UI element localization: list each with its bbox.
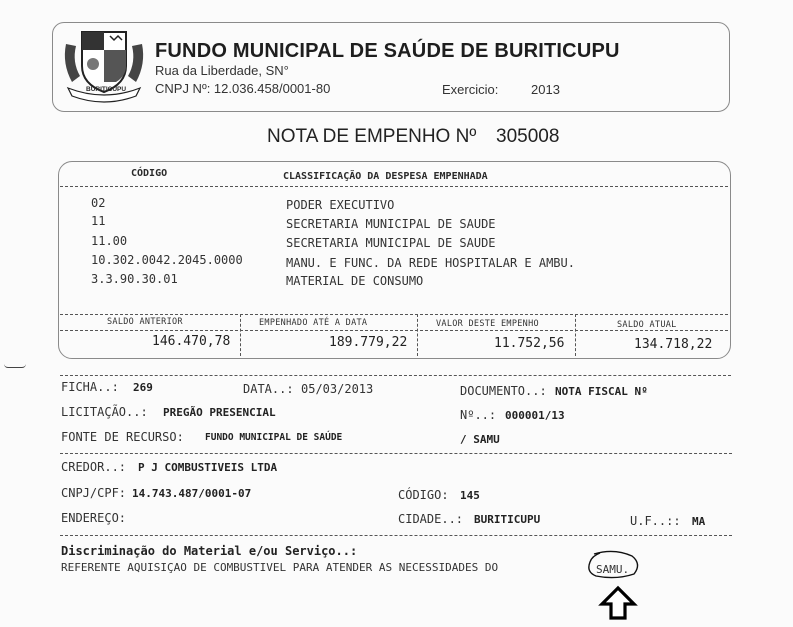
code-header: CÓDIGO [131, 168, 168, 179]
saldo-anterior-header: SALDO ANTERIOR [107, 317, 183, 327]
class-desc: MANU. E FUNC. DA REDE HOSPITALAR E AMBU. [286, 256, 575, 270]
cidade-value: BURITICUPU [474, 513, 541, 526]
class-code: 11 [91, 214, 106, 228]
classification-header: CLASSIFICAÇÃO DA DESPESA EMPENHADA [283, 171, 488, 182]
endereco-label: ENDEREÇO: [61, 511, 127, 525]
details-divider-top [60, 375, 731, 376]
cnpj-cpf-value: 14.743.487/0001-07 [132, 487, 252, 500]
creditor-divider-top [60, 453, 732, 454]
saldo-anterior-value: 146.470,78 [152, 334, 231, 349]
fonte-value: FUNDO MUNICIPAL DE SAÚDE [205, 432, 343, 443]
credor-label: CREDOR..: [61, 460, 127, 474]
saldo-atual-value: 134.718,22 [634, 337, 713, 352]
organization-name: FUNDO MUNICIPAL DE SAÚDE DE BURITICUPU [155, 40, 620, 62]
header-divider [60, 186, 728, 187]
licitacao-value: PREGÃO PRESENCIAL [163, 406, 276, 419]
numero-value: 000001/13 [505, 409, 565, 422]
up-arrow-icon [598, 585, 638, 621]
numero-label: Nº..: [460, 408, 497, 422]
highlight-circle [586, 550, 642, 580]
codigo-label: CÓDIGO: [398, 488, 449, 502]
balances-col-divider [575, 314, 576, 356]
municipal-seal-logo [60, 24, 148, 104]
organization-address: Rua da Liberdade, SN° [155, 63, 289, 78]
licitacao-label: LICITAÇÃO..: [61, 405, 148, 419]
document-title: NOTA DE EMPENHO Nº [267, 126, 477, 147]
logo-ribbon-text: BURITICUPU [86, 86, 127, 93]
fonte-suffix: / SAMU [460, 433, 500, 446]
saldo-atual-header: SALDO ATUAL [617, 320, 677, 330]
valor-empenho-header: VALOR DESTE EMPENHO [436, 319, 539, 329]
class-desc: SECRETARIA MUNICIPAL DE SAUDE [286, 236, 496, 250]
fonte-label: FONTE DE RECURSO: [61, 430, 184, 444]
header-box [52, 22, 730, 112]
balances-col-divider [417, 314, 418, 356]
description-text: REFERENTE AQUISIÇAO DE COMBUSTIVEL PARA ATENDER AS NECESSIDADES DO [61, 561, 499, 574]
documento-label: DOCUMENTO..: [460, 384, 547, 398]
balances-col-divider [240, 314, 241, 356]
data-value: 05/03/2013 [301, 382, 374, 396]
organization-cnpj: CNPJ Nº: 12.036.458/0001-80 [155, 81, 331, 96]
class-code: 02 [91, 196, 106, 210]
empenhado-value: 189.779,22 [329, 335, 408, 350]
balances-divider-mid [60, 330, 728, 331]
credor-value: P J COMBUSTIVEIS LTDA [138, 461, 278, 474]
scan-mark [4, 364, 26, 368]
uf-label: U.F..:: [630, 514, 681, 528]
empenhado-header: EMPENHADO ATÉ A DATA [259, 318, 368, 328]
description-heading: Discriminação do Material e/ou Serviço..: [61, 544, 358, 558]
document-number: 305008 [496, 126, 560, 147]
class-desc: MATERIAL DE CONSUMO [286, 274, 424, 288]
ficha-label: FICHA..: [61, 380, 119, 394]
balances-divider-top [60, 314, 728, 315]
codigo-value: 145 [460, 489, 480, 502]
class-code: 3.3.90.30.01 [91, 272, 178, 286]
description-highlight: SAMU. [596, 563, 630, 576]
data-label: DATA..: [243, 382, 294, 396]
class-desc: PODER EXECUTIVO [286, 198, 395, 212]
class-code: 11.00 [91, 234, 128, 248]
description-divider-top [60, 535, 732, 536]
exercise-label: Exercicio: [442, 82, 499, 97]
exercise-value: 2013 [531, 82, 560, 97]
class-desc: SECRETARIA MUNICIPAL DE SAUDE [286, 217, 496, 231]
cidade-label: CIDADE..: [398, 512, 464, 526]
valor-empenho-value: 11.752,56 [494, 336, 565, 351]
class-code: 10.302.0042.2045.0000 [91, 253, 243, 267]
documento-value: NOTA FISCAL Nº [555, 385, 648, 398]
cnpj-cpf-label: CNPJ/CPF: [61, 486, 127, 500]
ficha-value: 269 [133, 381, 153, 394]
uf-value: MA [692, 515, 706, 528]
